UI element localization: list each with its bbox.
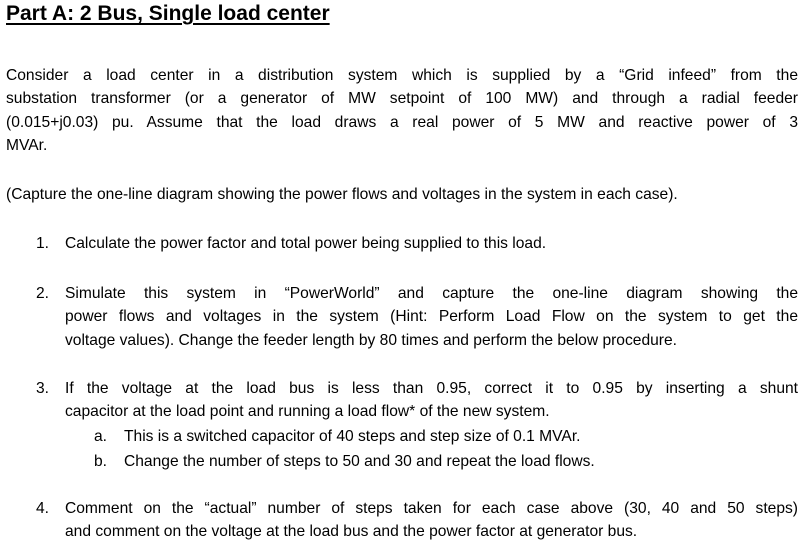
list-item-body xyxy=(65,377,798,424)
note-paragraph xyxy=(6,183,798,206)
intro-line: MVAr. xyxy=(6,136,48,154)
list-item-line: Calculate the power factor and total power being supplied to this load. xyxy=(65,235,547,252)
sub-item-letter: a. xyxy=(94,428,108,445)
intro-paragraph xyxy=(6,64,798,157)
list-item-line: If the voltage at the load bus is less than 0.95, correct it to 0.95 by inserting a shunt xyxy=(65,380,798,397)
list-item-number: 1. xyxy=(36,235,50,252)
sub-item-text: This is a switched capacitor of 40 steps and step size of 0.1 MVAr. xyxy=(124,428,581,445)
list-item-number: 3. xyxy=(36,380,50,397)
list-item-line: Simulate this system in “PowerWorld” and capture the one-line diagram showing the xyxy=(65,285,798,302)
list-item-line: capacitor at the load point and running a load flow* of the new system. xyxy=(65,403,550,421)
list-item-line: power flows and voltages in the system (Hint: Perform Load Flow on the system to get the xyxy=(65,308,798,326)
list-item-number: 4. xyxy=(36,500,50,517)
list-item-body xyxy=(65,232,798,255)
note-text: (Capture the one-line diagram showing the power flows and voltages in the system in each case). xyxy=(6,186,678,203)
list-item-line: Comment on the “actual” number of steps taken for each case above (30, 40 and 50 steps) xyxy=(65,500,798,517)
page-title: Part A: 2 Bus, Single load center xyxy=(6,2,330,25)
list-item-body xyxy=(65,497,798,544)
sub-item-letter: b. xyxy=(94,453,108,470)
list-item-number: 2. xyxy=(36,285,50,302)
intro-line: substation transformer (or a generator of MW setpoint of 100 MW) and through a radial feeder xyxy=(6,90,798,108)
list-item-line: voltage values). Change the feeder length by 80 times and perform the below procedure. xyxy=(65,331,677,349)
intro-line: Consider a load center in a distribution system which is supplied by a “Grid infeed” from the xyxy=(6,67,798,84)
list-item-line: and comment on the voltage at the load bus and the power factor at generator bus. xyxy=(65,523,638,541)
intro-line: (0.015+j0.03) pu. Assume that the load draws a real power of 5 MW and reactive power of 3 xyxy=(6,113,798,131)
list-item-body xyxy=(65,282,798,352)
sub-item-text: Change the number of steps to 50 and 30 and repeat the load flows. xyxy=(124,453,595,470)
